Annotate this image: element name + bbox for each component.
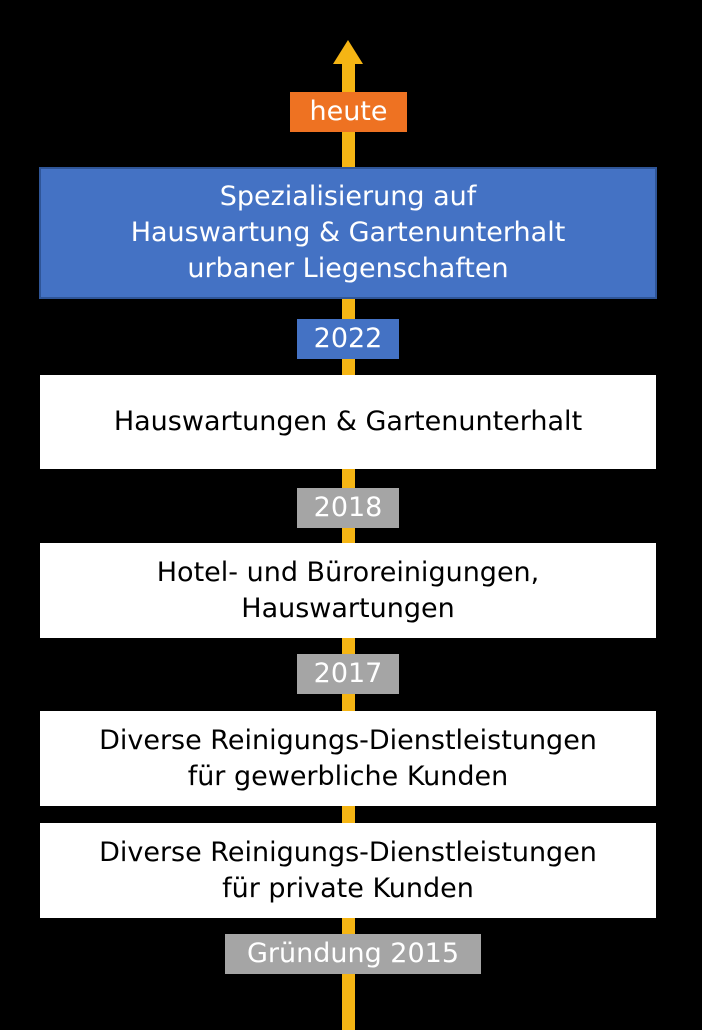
stage-gewerbliche-line-2: für gewerbliche Kunden [187, 760, 509, 792]
stage-hotel-buero-line-2: Hauswartungen [241, 592, 455, 624]
year-label-2017: 2017 [297, 654, 399, 694]
stage-specialization-line-1: Spezialisierung auf [219, 181, 477, 212]
stage-specialization-line-2: Hauswartung & Gartenunterhalt [130, 217, 566, 248]
label-heute: heute [290, 92, 407, 132]
stage-hauswartungen-garten [40, 375, 656, 469]
stage-gewerbliche-line-1: Diverse Reinigungs-Dienstleistungen [99, 724, 597, 756]
stage-hauswartungen-garten-line-1: Hauswartungen & Gartenunterhalt [113, 406, 583, 437]
stage-specialization [39, 167, 657, 299]
stage-specialization-line-3: urbaner Liegenschaften [187, 253, 509, 284]
stage-private-line-1: Diverse Reinigungs-Dienstleistungen [99, 836, 597, 868]
stage-private-kunden [40, 823, 656, 918]
stage-hotel-buero [40, 543, 656, 638]
stage-hotel-buero-line-1: Hotel- und Büroreinigungen, [156, 556, 540, 588]
stage-private-line-2: für private Kunden [222, 872, 474, 904]
label-gruendung: Gründung 2015 [225, 934, 481, 974]
year-label-2022: 2022 [297, 319, 399, 359]
arrow-up-icon [333, 40, 363, 64]
stage-gewerbliche-kunden [40, 711, 656, 806]
year-label-2018: 2018 [297, 488, 399, 528]
